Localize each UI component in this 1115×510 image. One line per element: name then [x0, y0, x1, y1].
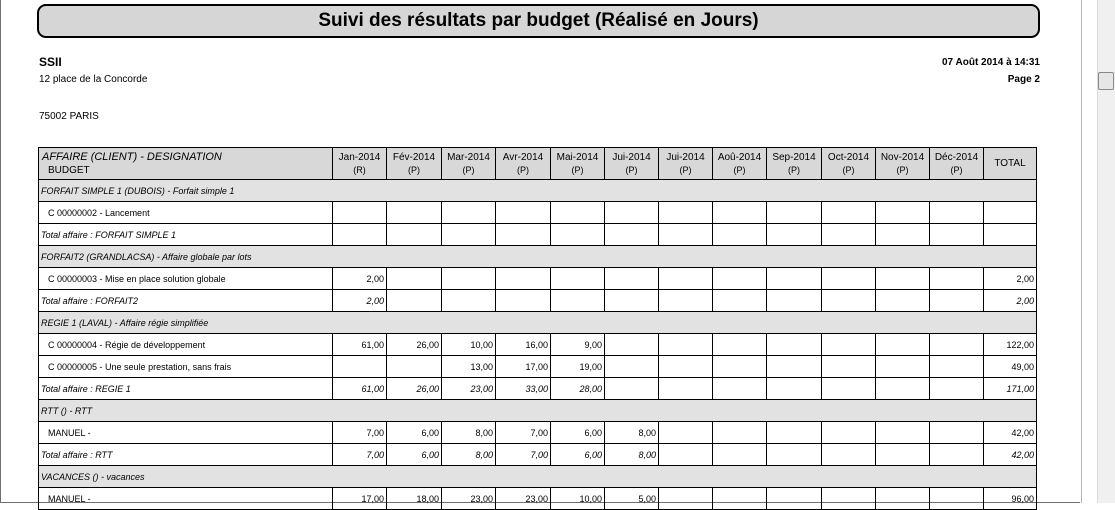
- value-cell: [659, 224, 713, 246]
- header-month-status: (P): [408, 165, 420, 175]
- value-cell: [551, 202, 605, 224]
- report-title-box: [37, 4, 1040, 38]
- value-cell: 23,00: [442, 488, 496, 510]
- value-cell: [876, 444, 930, 466]
- header-month-status: (P): [842, 165, 855, 175]
- budget-row: [39, 202, 1037, 224]
- value-cell: [876, 488, 930, 510]
- total-label: Total affaire : RTT: [39, 444, 333, 466]
- value-cell: 17,00: [496, 356, 551, 378]
- group-label: VACANCES () - vacances: [39, 466, 1037, 488]
- value-cell: [767, 378, 822, 400]
- header-month-status: (P): [950, 165, 963, 175]
- header-month-0: [333, 148, 387, 180]
- budget-row: [39, 488, 1037, 510]
- budget-row: [39, 268, 1037, 290]
- value-cell: [713, 334, 767, 356]
- group-label: REGIE 1 (LAVAL) - Affaire régie simplifiée: [39, 312, 1037, 334]
- header-month-label: Avr-2014: [502, 152, 544, 163]
- value-cell: [876, 378, 930, 400]
- header-month-status: (P): [517, 165, 529, 175]
- value-cell: 2,00: [333, 290, 387, 312]
- header-month-status: (P): [733, 165, 746, 175]
- header-month-4: [551, 148, 605, 180]
- value-cell: [713, 488, 767, 510]
- value-cell: 8,00: [605, 444, 659, 466]
- header-month-1: [387, 148, 442, 180]
- value-cell: 28,00: [551, 378, 605, 400]
- value-cell: [496, 224, 551, 246]
- total-row: [39, 224, 1037, 246]
- value-cell: 13,00: [442, 356, 496, 378]
- value-cell: [713, 356, 767, 378]
- budget-label: MANUEL -: [39, 488, 333, 510]
- value-cell: [767, 224, 822, 246]
- value-cell: [822, 422, 876, 444]
- value-cell: 23,00: [442, 378, 496, 400]
- header-month-label: Déc-2014: [934, 152, 979, 163]
- value-cell: 61,00: [333, 334, 387, 356]
- value-cell: [767, 202, 822, 224]
- budget-label: C 00000004 - Régie de développement: [39, 334, 333, 356]
- value-cell: [822, 224, 876, 246]
- value-cell: [822, 444, 876, 466]
- row-total-cell: 49,00: [984, 356, 1037, 378]
- value-cell: 26,00: [387, 334, 442, 356]
- window-divider: [1081, 0, 1082, 503]
- value-cell: 8,00: [605, 422, 659, 444]
- value-cell: [876, 356, 930, 378]
- group-row: [39, 246, 1037, 268]
- value-cell: [713, 378, 767, 400]
- row-total-cell: 122,00: [984, 334, 1037, 356]
- header-month-status: (P): [788, 165, 800, 175]
- header-month-status: (P): [625, 165, 638, 175]
- value-cell: [713, 422, 767, 444]
- value-cell: [659, 202, 713, 224]
- value-cell: [876, 268, 930, 290]
- value-cell: [551, 290, 605, 312]
- header-month-label: Jui-2014: [666, 152, 705, 163]
- value-cell: [767, 444, 822, 466]
- table-header-row: [39, 148, 1037, 180]
- value-cell: [930, 202, 984, 224]
- value-cell: [876, 334, 930, 356]
- value-cell: [822, 268, 876, 290]
- value-cell: 7,00: [496, 444, 551, 466]
- value-cell: [442, 290, 496, 312]
- value-cell: [767, 356, 822, 378]
- value-cell: [659, 422, 713, 444]
- value-cell: 5,00: [605, 488, 659, 510]
- header-month-10: [876, 148, 930, 180]
- value-cell: [551, 224, 605, 246]
- value-cell: [659, 378, 713, 400]
- row-total-cell: 2,00: [984, 290, 1037, 312]
- group-row: [39, 180, 1037, 202]
- value-cell: [551, 268, 605, 290]
- header-month-label: Oct-2014: [827, 152, 870, 163]
- value-cell: [713, 290, 767, 312]
- total-row: [39, 378, 1037, 400]
- value-cell: 7,00: [333, 422, 387, 444]
- value-cell: [822, 202, 876, 224]
- value-cell: [822, 488, 876, 510]
- header-month-8: [767, 148, 822, 180]
- value-cell: 2,00: [333, 268, 387, 290]
- header-designation-label: AFFAIRE (CLIENT) - DESIGNATION: [42, 151, 222, 163]
- value-cell: [930, 334, 984, 356]
- header-month-label: Aoû-2014: [717, 152, 762, 163]
- value-cell: [822, 378, 876, 400]
- value-cell: 26,00: [387, 378, 442, 400]
- value-cell: [767, 290, 822, 312]
- group-row: [39, 466, 1037, 488]
- value-cell: [930, 422, 984, 444]
- value-cell: [387, 290, 442, 312]
- value-cell: [333, 224, 387, 246]
- value-cell: [659, 290, 713, 312]
- header-month-status: (P): [462, 165, 475, 175]
- value-cell: [930, 356, 984, 378]
- report-date: 07 Août 2014 à 14:31: [941, 57, 1040, 68]
- header-month-label: Sep-2014: [772, 152, 816, 163]
- budget-label: C 00000003 - Mise en place solution globale: [39, 268, 333, 290]
- row-total-cell: 2,00: [984, 268, 1037, 290]
- total-label: Total affaire : FORFAIT SIMPLE 1: [39, 224, 333, 246]
- row-total-cell: 96,00: [984, 488, 1037, 510]
- value-cell: [713, 268, 767, 290]
- value-cell: [930, 444, 984, 466]
- value-cell: 9,00: [551, 334, 605, 356]
- value-cell: [930, 268, 984, 290]
- window-border-left: [0, 0, 1, 503]
- value-cell: 18,00: [387, 488, 442, 510]
- value-cell: [767, 334, 822, 356]
- table-body: [39, 180, 1037, 510]
- header-designation: [39, 148, 333, 180]
- value-cell: 61,00: [333, 378, 387, 400]
- header-month-7: [713, 148, 767, 180]
- total-label: Total affaire : REGIE 1: [39, 378, 333, 400]
- header-month-label: Mar-2014: [447, 152, 490, 163]
- header-budget-label: BUDGET: [48, 165, 90, 176]
- group-row: [39, 400, 1037, 422]
- row-total-cell: 42,00: [984, 444, 1037, 466]
- value-cell: [876, 224, 930, 246]
- header-month-9: [822, 148, 876, 180]
- value-cell: [605, 224, 659, 246]
- row-total-cell: 42,00: [984, 422, 1037, 444]
- value-cell: 6,00: [551, 422, 605, 444]
- value-cell: [930, 378, 984, 400]
- row-total-cell: [984, 224, 1037, 246]
- value-cell: [659, 268, 713, 290]
- row-total-cell: 171,00: [984, 378, 1037, 400]
- value-cell: [713, 444, 767, 466]
- header-month-5: [605, 148, 659, 180]
- value-cell: [713, 202, 767, 224]
- value-cell: [767, 268, 822, 290]
- value-cell: 6,00: [387, 444, 442, 466]
- header-month-status: (P): [679, 165, 692, 175]
- value-cell: [767, 488, 822, 510]
- value-cell: [442, 202, 496, 224]
- value-cell: [605, 268, 659, 290]
- budget-label: C 00000005 - Une seule prestation, sans frais: [39, 356, 333, 378]
- row-total-cell: [984, 202, 1037, 224]
- value-cell: 10,00: [551, 488, 605, 510]
- value-cell: [442, 268, 496, 290]
- header-month-status: (R): [353, 165, 366, 175]
- group-label: FORFAIT SIMPLE 1 (DUBOIS) - Forfait simple 1: [39, 180, 1037, 202]
- budget-label: MANUEL -: [39, 422, 333, 444]
- value-cell: [333, 356, 387, 378]
- value-cell: [822, 356, 876, 378]
- value-cell: 8,00: [442, 422, 496, 444]
- value-cell: 7,00: [496, 422, 551, 444]
- budget-row: [39, 334, 1037, 356]
- value-cell: [822, 290, 876, 312]
- total-label: Total affaire : FORFAIT2: [39, 290, 333, 312]
- value-cell: [605, 202, 659, 224]
- header-month-label: Jui-2014: [612, 152, 651, 163]
- value-cell: [605, 334, 659, 356]
- value-cell: 16,00: [496, 334, 551, 356]
- value-cell: [496, 202, 551, 224]
- header-month-status: (P): [571, 165, 584, 175]
- header-month-label: Nov-2014: [880, 152, 925, 163]
- value-cell: 6,00: [387, 422, 442, 444]
- header-month-3: [496, 148, 551, 180]
- report-title: Suivi des résultats par budget (Réalisé en Jours): [318, 10, 759, 31]
- value-cell: [659, 356, 713, 378]
- company-address-line2: 75002 PARIS: [39, 111, 99, 122]
- company-address-line1: 12 place de la Concorde: [39, 74, 148, 85]
- budget-row: [39, 356, 1037, 378]
- total-row: [39, 290, 1037, 312]
- header-month-label: Fév-2014: [392, 152, 436, 163]
- value-cell: [659, 444, 713, 466]
- value-cell: 7,00: [333, 444, 387, 466]
- value-cell: 19,00: [551, 356, 605, 378]
- budget-results-table: [38, 147, 1037, 510]
- value-cell: [930, 224, 984, 246]
- value-cell: [659, 488, 713, 510]
- company-name: SSII: [39, 55, 62, 69]
- value-cell: [822, 334, 876, 356]
- header-month-status: (P): [896, 165, 909, 175]
- value-cell: [496, 290, 551, 312]
- value-cell: [876, 422, 930, 444]
- header-month-11: [930, 148, 984, 180]
- value-cell: [930, 290, 984, 312]
- value-cell: 8,00: [442, 444, 496, 466]
- header-month-6: [659, 148, 713, 180]
- header-month-label: Jan-2014: [338, 152, 381, 163]
- value-cell: 23,00: [496, 488, 551, 510]
- header-total: TOTAL: [984, 148, 1037, 180]
- header-month-2: [442, 148, 496, 180]
- value-cell: [496, 268, 551, 290]
- value-cell: 6,00: [551, 444, 605, 466]
- value-cell: [605, 356, 659, 378]
- group-label: RTT () - RTT: [39, 400, 1037, 422]
- value-cell: 10,00: [442, 334, 496, 356]
- value-cell: [605, 290, 659, 312]
- value-cell: [605, 378, 659, 400]
- value-cell: [659, 334, 713, 356]
- value-cell: [387, 202, 442, 224]
- value-cell: [876, 202, 930, 224]
- value-cell: [387, 356, 442, 378]
- group-label: FORFAIT2 (GRANDLACSA) - Affaire globale par lots: [39, 246, 1037, 268]
- group-row: [39, 312, 1037, 334]
- value-cell: 33,00: [496, 378, 551, 400]
- value-cell: [876, 290, 930, 312]
- value-cell: [333, 202, 387, 224]
- page-number: Page 2: [1007, 74, 1040, 85]
- value-cell: 17,00: [333, 488, 387, 510]
- total-row: [39, 444, 1037, 466]
- budget-label: C 00000002 - Lancement: [39, 202, 333, 224]
- header-month-label: Mai-2014: [556, 152, 599, 163]
- value-cell: [713, 224, 767, 246]
- scrollbar-thumb[interactable]: [1098, 72, 1114, 90]
- value-cell: [387, 268, 442, 290]
- value-cell: [442, 224, 496, 246]
- value-cell: [387, 224, 442, 246]
- budget-row: [39, 422, 1037, 444]
- value-cell: [930, 488, 984, 510]
- value-cell: [767, 422, 822, 444]
